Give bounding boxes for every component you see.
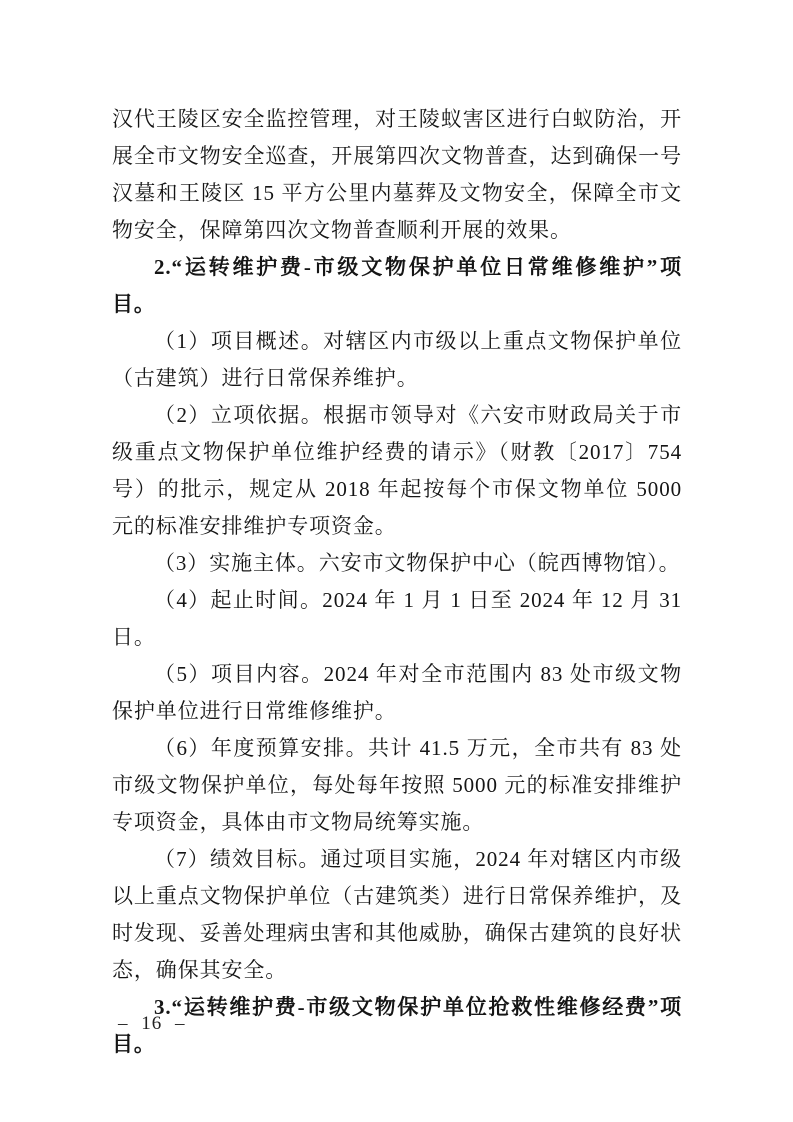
page-number: – 16 – xyxy=(118,1013,186,1034)
page-footer xyxy=(118,1012,186,1036)
body-paragraph: （3）实施主体。六安市文物保护中心（皖西博物馆）。 xyxy=(154,551,681,575)
body-paragraph: 汉代王陵区安全监控管理，对王陵蚁害区进行白蚁防治，开展全市文物安全巡查，开展第四次文物普查，达到确保一号汉墓和王陵区 15 平方公里内墓葬及文物安全，保障全市文物安全，保障第四次文物普查顺利开展的效果。 xyxy=(112,107,682,242)
body-paragraph: （1）项目概述。对辖区内市级以上重点文物保护单位（古建筑）进行日常保养维护。 xyxy=(112,329,682,390)
body-paragraph: （6）年度预算安排。共计 41.5 万元，全市共有 83 处市级文物保护单位，每处每年按照 5000 元的标准安排维护专项资金，具体由市文物局统筹实施。 xyxy=(112,736,682,834)
document-content xyxy=(112,101,682,1063)
body-paragraph: （2）立项依据。根据市领导对《六安市财政局关于市级重点文物保护单位维护经费的请示》（财教〔2017〕754 号）的批示，规定从 2018 年起按每个市保文物单位 5000 元的标准安排维护专项资金。 xyxy=(112,403,682,538)
body-paragraph: （4）起止时间。2024 年 1 月 1 日至 2024 年 12 月 31 日。 xyxy=(112,588,682,649)
body-paragraph: （7）绩效目标。通过项目实施，2024 年对辖区内市级以上重点文物保护单位（古建筑类）进行日常保养维护，及时发现、妥善处理病虫害和其他威胁，确保古建筑的良好状态，确保其安全。 xyxy=(112,847,682,982)
section-heading: 2.“运转维护费-市级文物保护单位日常维修维护”项目。 xyxy=(112,255,682,316)
section-heading: 3.“运转维护费-市级文物保护单位抢救性维修经费”项目。 xyxy=(112,995,682,1056)
body-paragraph: （5）项目内容。2024 年对全市范围内 83 处市级文物保护单位进行日常维修维护。 xyxy=(112,662,682,723)
